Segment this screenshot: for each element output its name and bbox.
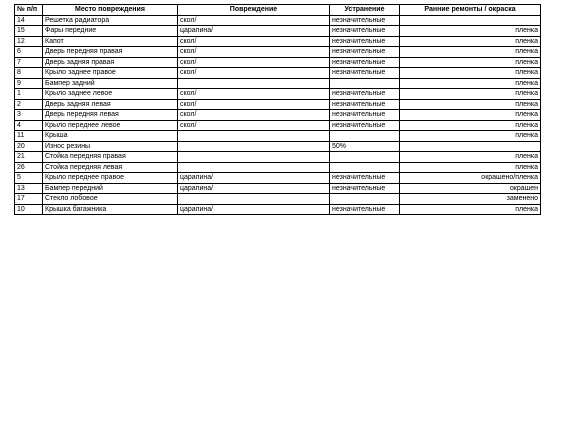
- cell-prior: [400, 141, 541, 152]
- header-num: № п/п: [15, 5, 43, 16]
- cell-place: Дверь задняя левая: [43, 99, 178, 110]
- cell-prior: [400, 15, 541, 26]
- cell-num: 20: [15, 141, 43, 152]
- cell-num: 1: [15, 89, 43, 100]
- table-row: [15, 120, 541, 131]
- cell-place: Стойка передняя правая: [43, 152, 178, 163]
- cell-fix: незначительные: [330, 110, 400, 121]
- cell-fix: [330, 162, 400, 173]
- cell-damage: скол/: [178, 110, 330, 121]
- cell-fix: незначительные: [330, 99, 400, 110]
- cell-prior: пленка: [400, 120, 541, 131]
- cell-prior: пленка: [400, 89, 541, 100]
- cell-damage: скол/: [178, 15, 330, 26]
- cell-place: Износ резины: [43, 141, 178, 152]
- cell-fix: незначительные: [330, 15, 400, 26]
- cell-num: 9: [15, 78, 43, 89]
- cell-fix: незначительные: [330, 26, 400, 37]
- cell-prior: пленка: [400, 78, 541, 89]
- cell-prior: заменено: [400, 194, 541, 205]
- damage-table: [14, 4, 541, 215]
- table-row: [15, 131, 541, 142]
- cell-fix: незначительные: [330, 183, 400, 194]
- header-damage: Повреждение: [178, 5, 330, 16]
- table-row: [15, 173, 541, 184]
- cell-num: 8: [15, 68, 43, 79]
- table-row: [15, 141, 541, 152]
- table-row: [15, 47, 541, 58]
- table-row: [15, 15, 541, 26]
- cell-fix: незначительные: [330, 47, 400, 58]
- cell-num: 14: [15, 15, 43, 26]
- cell-num: 12: [15, 36, 43, 47]
- table-body: [15, 15, 541, 215]
- cell-num: 3: [15, 110, 43, 121]
- table-row: [15, 204, 541, 215]
- cell-place: Крыло заднее правое: [43, 68, 178, 79]
- cell-num: 17: [15, 194, 43, 205]
- cell-prior: пленка: [400, 26, 541, 37]
- cell-prior: пленка: [400, 36, 541, 47]
- cell-place: Дверь задняя правая: [43, 57, 178, 68]
- header-row: [15, 5, 541, 16]
- cell-damage: скол/: [178, 120, 330, 131]
- cell-place: Крыло переднее левое: [43, 120, 178, 131]
- cell-num: 11: [15, 131, 43, 142]
- table-row: [15, 99, 541, 110]
- cell-prior: пленка: [400, 131, 541, 142]
- cell-place: Крыша: [43, 131, 178, 142]
- cell-fix: незначительные: [330, 120, 400, 131]
- cell-num: 6: [15, 47, 43, 58]
- table-row: [15, 89, 541, 100]
- cell-place: Капот: [43, 36, 178, 47]
- table-row: [15, 68, 541, 79]
- cell-prior: окрашен: [400, 183, 541, 194]
- cell-prior: окрашено/пленка: [400, 173, 541, 184]
- cell-place: Крышка багажника: [43, 204, 178, 215]
- cell-fix: незначительные: [330, 36, 400, 47]
- cell-damage: царапина/: [178, 26, 330, 37]
- cell-place: Бампер задний: [43, 78, 178, 89]
- header-fix: Устранение: [330, 5, 400, 16]
- cell-num: 5: [15, 173, 43, 184]
- cell-damage: царапина/: [178, 183, 330, 194]
- cell-num: 13: [15, 183, 43, 194]
- cell-fix: незначительные: [330, 204, 400, 215]
- cell-fix: незначительные: [330, 173, 400, 184]
- cell-damage: [178, 141, 330, 152]
- cell-damage: скол/: [178, 36, 330, 47]
- cell-damage: скол/: [178, 99, 330, 110]
- cell-num: 21: [15, 152, 43, 163]
- cell-damage: скол/: [178, 68, 330, 79]
- table-row: [15, 110, 541, 121]
- cell-num: 10: [15, 204, 43, 215]
- cell-damage: царапина/: [178, 173, 330, 184]
- cell-prior: пленка: [400, 47, 541, 58]
- cell-prior: пленка: [400, 99, 541, 110]
- cell-fix: [330, 131, 400, 142]
- cell-place: Фары передние: [43, 26, 178, 37]
- cell-num: 26: [15, 162, 43, 173]
- cell-fix: 50%: [330, 141, 400, 152]
- cell-place: Стекло лобовое: [43, 194, 178, 205]
- cell-damage: [178, 131, 330, 142]
- cell-prior: пленка: [400, 110, 541, 121]
- cell-fix: незначительные: [330, 68, 400, 79]
- cell-damage: [178, 152, 330, 163]
- table-row: [15, 26, 541, 37]
- cell-fix: [330, 152, 400, 163]
- cell-place: Крыло заднее левое: [43, 89, 178, 100]
- cell-damage: скол/: [178, 57, 330, 68]
- table-row: [15, 57, 541, 68]
- cell-place: Решетка радиатора: [43, 15, 178, 26]
- table-row: [15, 78, 541, 89]
- cell-damage: царапина/: [178, 204, 330, 215]
- cell-place: Бампер передний: [43, 183, 178, 194]
- header-place: Место повреждения: [43, 5, 178, 16]
- cell-place: Стойка передняя левая: [43, 162, 178, 173]
- cell-num: 2: [15, 99, 43, 110]
- cell-prior: пленка: [400, 204, 541, 215]
- cell-place: Крыло переднее правое: [43, 173, 178, 184]
- cell-prior: пленка: [400, 152, 541, 163]
- cell-num: 7: [15, 57, 43, 68]
- table-row: [15, 194, 541, 205]
- cell-fix: незначительные: [330, 89, 400, 100]
- cell-num: 4: [15, 120, 43, 131]
- table-row: [15, 152, 541, 163]
- cell-prior: пленка: [400, 68, 541, 79]
- cell-fix: незначительные: [330, 57, 400, 68]
- cell-place: Дверь передняя левая: [43, 110, 178, 121]
- cell-fix: [330, 78, 400, 89]
- cell-damage: [178, 78, 330, 89]
- cell-damage: [178, 162, 330, 173]
- cell-num: 15: [15, 26, 43, 37]
- cell-damage: [178, 194, 330, 205]
- cell-fix: [330, 194, 400, 205]
- header-prior: Ранние ремонты / окраска: [400, 5, 541, 16]
- cell-place: Дверь передняя правая: [43, 47, 178, 58]
- cell-damage: скол/: [178, 47, 330, 58]
- cell-prior: пленка: [400, 162, 541, 173]
- cell-damage: скол/: [178, 89, 330, 100]
- table-row: [15, 162, 541, 173]
- table-row: [15, 36, 541, 47]
- cell-prior: пленка: [400, 57, 541, 68]
- table-row: [15, 183, 541, 194]
